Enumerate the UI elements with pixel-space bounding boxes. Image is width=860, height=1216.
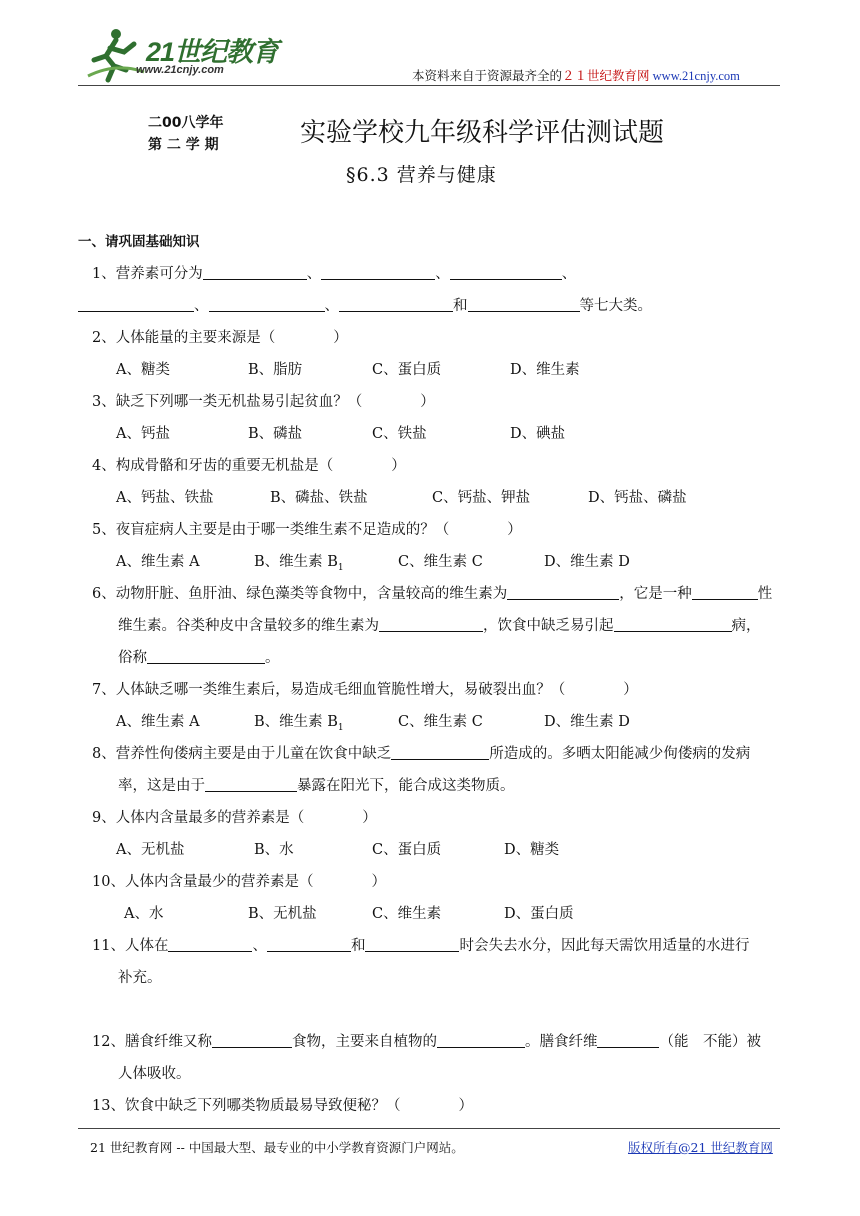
question-12-line-2: 人体吸收。 [118,1066,191,1082]
q10-option-d[interactable]: D、蛋白质 [504,906,574,922]
q9-option-b[interactable]: B、水 [254,842,294,858]
year-line-2: 第 二 学 期 [148,137,219,153]
q5-option-d[interactable]: D、维生素 D [544,554,630,570]
school-year [148,112,223,156]
q7-option-b[interactable]: B、维生素 $B_1$ [254,714,344,733]
header-source-text [412,66,740,84]
logo-brand-text: 21世纪教育 [146,37,279,67]
q5-option-a[interactable]: A、维生素 A [116,554,200,570]
q7-option-d[interactable]: D、维生素 D [544,714,630,730]
q4-option-b[interactable]: B、磷盐、铁盐 [270,490,368,506]
q10-option-b[interactable]: B、无机盐 [248,906,317,922]
q9-option-d[interactable]: D、糖类 [504,842,560,858]
question-6-line-2: 维生素。谷类种皮中含量较多的维生素为 ，饮食中缺乏易引起 病， [118,618,761,634]
question-12-line-1: 12、膳食纤维又称 食物，主要来自植物的 。膳食纤维 （能 不能）被 [92,1034,761,1050]
question-7: 7、人体缺乏哪一类维生素后，易造成毛细血管脆性增大，易破裂出血？（ ） [92,682,638,698]
q3-option-c[interactable]: C、铁盐 [372,426,427,442]
header-source-link[interactable]: www.21cnjy.com [652,69,740,83]
question-10: 10、人体内含量最少的营养素是（ ） [92,874,386,890]
q5-option-b[interactable]: B、维生素 $B_1$ [254,554,344,573]
question-1-line-2: 、 、 和 等七大类。 [78,294,652,315]
question-8-line-1: 8、营养性佝偻病主要是由于儿童在饮食中缺乏 所造成的。多晒太阳能减少佝偻病的发病 [92,746,751,762]
logo-url-text: www.21cnjy.com [136,64,224,76]
q3-option-d[interactable]: D、碘盐 [510,426,566,442]
question-2: 2、人体能量的主要来源是（ ） [92,330,348,346]
q7-option-a[interactable]: A、维生素 A [116,714,200,730]
question-4: 4、构成骨骼和牙齿的重要无机盐是（ ） [92,458,406,474]
footer-copyright-link[interactable]: 版权所有@21 世纪教育网 [628,1140,773,1155]
page-subtitle: §6.3 营养与健康 [346,164,497,186]
q2-option-b[interactable]: B、脂肪 [248,362,303,378]
question-13: 13、饮食中缺乏下列哪类物质最易导致便秘？（ ） [92,1098,473,1114]
q2-option-d[interactable]: D、维生素 [510,362,580,378]
header-source-site: ２１世纪教育网 [562,69,650,83]
q3-option-a[interactable]: A、钙盐 [116,426,170,442]
q2-option-c[interactable]: C、蛋白质 [372,362,442,378]
q9-option-c[interactable]: C、蛋白质 [372,842,442,858]
q3-option-b[interactable]: B、磷盐 [248,426,303,442]
q4-option-a[interactable]: A、钙盐、铁盐 [116,490,214,506]
q5-option-c[interactable]: C、维生素 C [398,554,483,570]
year-line-1: 二00八学年 [148,115,224,131]
question-6-line-1: 6、动物肝脏、鱼肝油、绿色藻类等食物中，含量较高的维生素为 ，它是一种 性 [92,586,773,602]
question-9: 9、人体内含量最多的营养素是（ ） [92,810,377,826]
header-source-prefix: 本资料来自于资源最齐全的 [412,69,563,83]
page-title: 实验学校九年级科学评估测试题 [300,118,665,148]
q4-option-d[interactable]: D、钙盐、磷盐 [588,490,687,506]
q7-option-c[interactable]: C、维生素 C [398,714,483,730]
question-1-line-1: 1、营养素可分为 、 、 、 [92,266,577,282]
question-6-line-3: 俗称 。 [118,650,280,666]
question-11-line-2: 补充。 [118,970,162,986]
q4-option-c[interactable]: C、钙盐、钾盐 [432,490,531,506]
q10-option-a[interactable]: A、水 [124,906,164,922]
question-5: 5、夜盲症病人主要是由于哪一类维生素不足造成的？（ ） [92,522,522,538]
section-heading-1: 一、请巩固基础知识 [78,234,200,250]
question-3: 3、缺乏下列哪一类无机盐易引起贫血？（ ） [92,394,435,410]
header-divider [78,85,780,86]
site-logo[interactable] [86,26,286,84]
q2-option-a[interactable]: A、糖类 [116,362,170,378]
question-8-line-2: 率，这是由于 暴露在阳光下，能合成这类物质。 [118,778,515,794]
footer-divider [78,1128,780,1129]
q9-option-a[interactable]: A、无机盐 [116,842,185,858]
question-11-line-1: 11、人体在 、 和 时会失去水分，因此每天需饮用适量的水进行 [92,938,750,954]
q10-option-c[interactable]: C、维生素 [372,906,442,922]
footer-site-description: 21 世纪教育网 -- 中国最大型、最专业的中小学教育资源门户网站。 [90,1140,464,1155]
